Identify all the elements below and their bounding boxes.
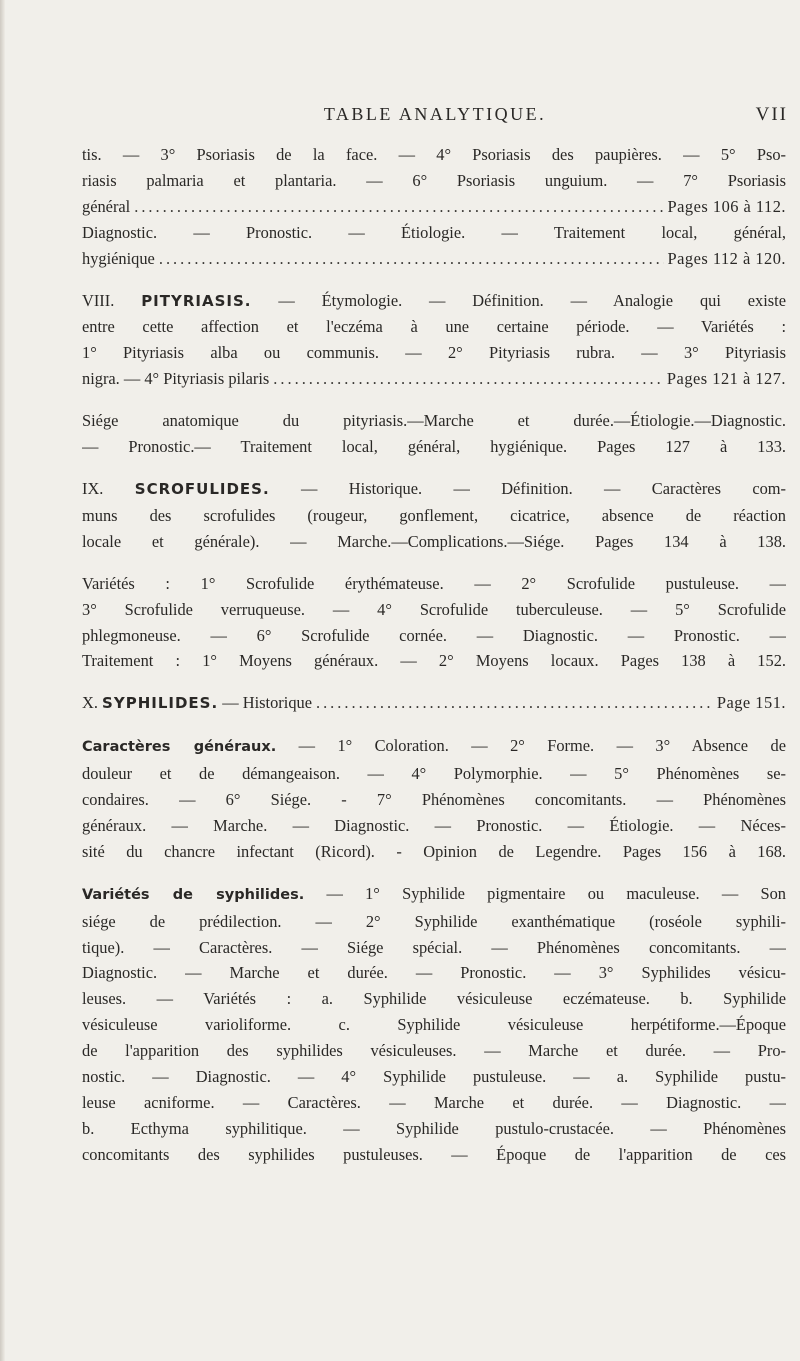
caracteres-paragraph (82, 733, 786, 865)
text-line: tis. — 3° Psoriasis de la face. — 4° Psoriasis des paupières. — 5° Pso- (82, 145, 786, 164)
text-line: Diagnostic. — Pronostic. — Étiologie. — Traitement local, général, (82, 222, 786, 242)
text-line: locale et générale). — Marche.—Complications.—Siége. Pages 134 à 138. (82, 531, 786, 551)
text-line: condaires. — 6° Siége. - 7° Phénomènes concomitants. — Phénomènes (82, 790, 786, 810)
section-title: SCROFULIDES. (134, 479, 270, 498)
leader-line (82, 690, 786, 717)
dot-leader (159, 246, 664, 272)
text-line (82, 288, 786, 315)
page-reference: Pages 121 à 127. (666, 369, 786, 389)
leader-line (82, 246, 786, 272)
psoriasis-paragraph (82, 142, 786, 272)
text-line: Diagnostic. — Marche et durée. — Pronostic. — 3° Syphilides vésicu- (82, 963, 786, 983)
entry-text: général (82, 196, 131, 216)
text-line: concomitants des syphilides pustuleuses. — Époque de l'apparition de ces (82, 1144, 786, 1164)
text-line (82, 476, 786, 503)
line-text: — Historique (222, 693, 312, 713)
varietes-paragraph (82, 881, 786, 1168)
text-line (82, 881, 786, 909)
leader-line (82, 194, 786, 220)
entry-text: nigra. — 4° Pityriasis pilaris (82, 369, 270, 389)
syphilides-paragraph (82, 690, 786, 717)
running-title: TABLE ANALYTIQUE. (323, 104, 547, 124)
page-reference: Pages 112 à 120. (667, 248, 786, 268)
page-edge-shadow (0, 0, 5, 1361)
text-line: Variétés : 1° Scrofulide érythémateuse. — 2° Scrofulide pustuleuse. — (82, 573, 786, 593)
text-line: vésiculeuse varioliforme. c. Syphilide vésiculeuse herpétiforme.—Époque (82, 1015, 786, 1035)
text-line: 3° Scrofulide verruqueuse. — 4° Scrofulide tuberculeuse. — 5° Scrofulide (82, 599, 786, 619)
subsection-title: Caractères généraux. (82, 739, 277, 756)
section-number: IX. (82, 478, 104, 498)
scrofulides-varieties-paragraph (82, 571, 786, 675)
text-line: Traitement : 1° Moyens généraux. — 2° Moyens locaux. Pages 138 à 152. (82, 651, 786, 671)
page-number: VII (755, 104, 788, 125)
page-header (82, 104, 788, 134)
text-line: tique). — Caractères. — Siége spécial. — Phénomènes concomitants. — (82, 937, 786, 957)
text-line: riasis palmaria et plantaria. — 6° Psoriasis unguium. — 7° Psoriasis (82, 170, 786, 190)
line-text: — Étymologie. — Définition. — Analogie qui existe (278, 290, 786, 310)
text-line: leuses. — Variétés : a. Syphilide vésiculeuse eczémateuse. b. Syphilide (82, 989, 786, 1009)
page-content (82, 142, 786, 1184)
entry-text: hygiénique (82, 248, 155, 268)
line-text: — 1° Coloration. — 2° Forme. — 3° Absence de (298, 736, 786, 756)
section-title: PITYRIASIS. (141, 291, 252, 310)
text-line: phlegmoneuse. — 6° Scrofulide cornée. — Diagnostic. — Pronostic. — (82, 625, 786, 645)
text-line: muns des scrofulides (rougeur, gonflement, cicatrice, absence de réaction (82, 505, 786, 525)
text-line: de l'apparition des syphilides vésiculeuses. — Marche et durée. — Pro- (82, 1041, 786, 1061)
pityriasis-details-paragraph (82, 408, 786, 460)
scrofulides-paragraph (82, 476, 786, 555)
entry-text (82, 690, 312, 717)
subsection-title: Variétés de syphilides. (82, 886, 305, 903)
dot-leader (273, 366, 663, 392)
dot-leader (134, 194, 663, 220)
section-number: VIII. (82, 290, 115, 310)
text-line: leuse acniforme. — Caractères. — Marche et durée. — Diagnostic. — (82, 1093, 786, 1112)
text-line: généraux. — Marche. — Diagnostic. — Pronostic. — Étiologie. — Néces- (82, 815, 786, 835)
leader-line (82, 366, 786, 392)
page-reference: Page 151. (716, 693, 786, 713)
text-line: siége de prédilection. — 2° Syphilide exanthématique (roséole syphili- (82, 911, 786, 931)
text-line: 1° Pityriasis alba ou communis. — 2° Pityriasis rubra. — 3° Pityriasis (82, 343, 786, 363)
pityriasis-paragraph (82, 288, 786, 393)
section-number: X. (82, 693, 98, 713)
text-line: sité du chancre infectant (Ricord). - Opinion de Legendre. Pages 156 à 168. (82, 841, 786, 861)
page-reference: Pages 106 à 112. (667, 196, 786, 216)
text-line: Siége anatomique du pityriasis.—Marche et durée.—Étiologie.—Diagnostic. (82, 411, 786, 431)
line-text: — 1° Syphilide pigmentaire ou maculeuse. — Son (326, 883, 786, 903)
text-line: entre cette affection et l'eczéma à une certaine période. — Variétés : (82, 317, 786, 337)
section-title: SYPHILIDES. (102, 694, 219, 713)
line-text: — Historique. — Définition. — Caractères com- (301, 478, 786, 498)
text-line: — Pronostic.— Traitement local, général, hygiénique. Pages 127 à 133. (82, 437, 786, 457)
text-line (82, 733, 786, 761)
text-line: douleur et de démangeaison. — 4° Polymorphie. — 5° Phénomènes se- (82, 764, 786, 784)
text-line: b. Ecthyma syphilitique. — Syphilide pustulo-crustacée. — Phénomènes (82, 1118, 786, 1138)
dot-leader (316, 690, 713, 716)
text-line: nostic. — Diagnostic. — 4° Syphilide pustuleuse. — a. Syphilide pustu- (82, 1067, 786, 1087)
